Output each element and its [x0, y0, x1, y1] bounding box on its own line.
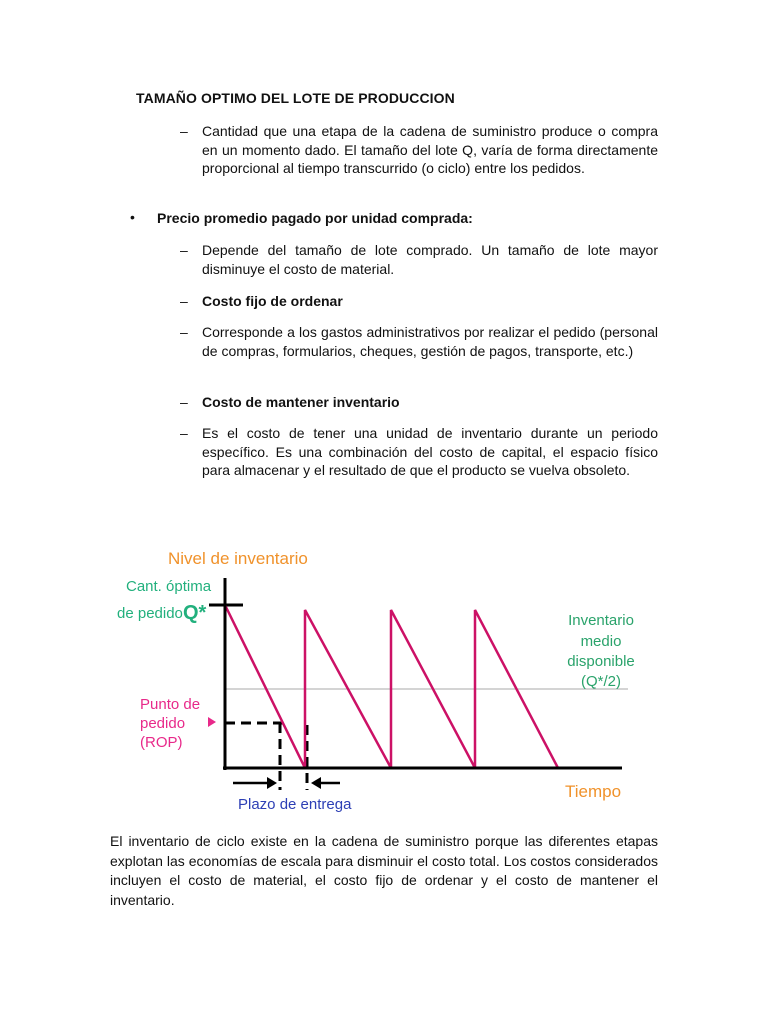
average-label-line2: medio — [580, 633, 622, 650]
bullet-marker: • — [130, 209, 135, 225]
dash-marker: – — [180, 123, 188, 139]
q-optimal-label-line2: de pedido — [117, 605, 183, 622]
list-item-text: Es el costo de tener una unidad de inventario durante un periodo específico. Es una combinación del costo de capital, el espacio físico para almacenar y el resultado de que el producto se vuelva obsoleto. — [202, 425, 658, 478]
lead-time-arrowhead-left — [267, 777, 277, 789]
list-item-text: Depende del tamaño de lote comprado. Un tamaño de lote mayor disminuye el costo de material. — [202, 242, 658, 277]
dash-marker: – — [180, 324, 188, 340]
lead-time-label: Plazo de entrega — [238, 796, 352, 813]
average-label-line3: disponible — [567, 653, 635, 670]
x-axis-label: Tiempo — [565, 782, 622, 801]
intro-item-text: Cantidad que una etapa de la cadena de suministro produce o compra en un momento dado. El tamaño del lote Q, varía de forma directamente proporcional al tiempo transcurrido (o ciclo) entre los pedidos. — [202, 123, 658, 176]
list-item-heading: Costo fijo de ordenar — [202, 293, 343, 309]
dash-marker: – — [180, 242, 188, 258]
q-optimal-label-line1: Cant. óptima — [126, 578, 212, 595]
bullet-text: Precio promedio pagado por unidad comprada: — [157, 210, 473, 226]
average-label-line4: (Q*/2) — [580, 673, 622, 690]
list-item-text: Corresponde a los gastos administrativos por realizar el pedido (personal de compras, formularios, cheques, gestión de pagos, transporte, etc.) — [202, 324, 658, 359]
rop-label-line1: Punto de — [140, 696, 201, 713]
closing-paragraph: El inventario de ciclo existe en la cadena de suministro porque las diferentes etapas explotan las economías de escala para disminuir el costo total. Los costos considerados incluyen el costo de material, el costo fijo de ordenar y el costo de mantener el inventario. — [110, 833, 658, 908]
dash-marker: – — [180, 394, 188, 410]
q-optimal-symbol: Q* — [183, 602, 207, 624]
dash-marker: – — [180, 293, 188, 309]
y-axis-label: Nivel de inventario — [168, 549, 308, 568]
list-item-heading: Costo de mantener inventario — [202, 394, 400, 410]
dash-marker: – — [180, 425, 188, 441]
inventory-sawtooth-line — [225, 605, 558, 768]
document-title: TAMAÑO OPTIMO DEL LOTE DE PRODUCCION — [136, 90, 455, 106]
average-label-line1: Inventario — [568, 612, 634, 629]
rop-label-line2: pedido — [140, 715, 186, 732]
rop-arrow-icon — [208, 717, 216, 727]
lead-time-arrowhead-right — [311, 777, 321, 789]
rop-label-line3: (ROP) — [140, 734, 183, 751]
